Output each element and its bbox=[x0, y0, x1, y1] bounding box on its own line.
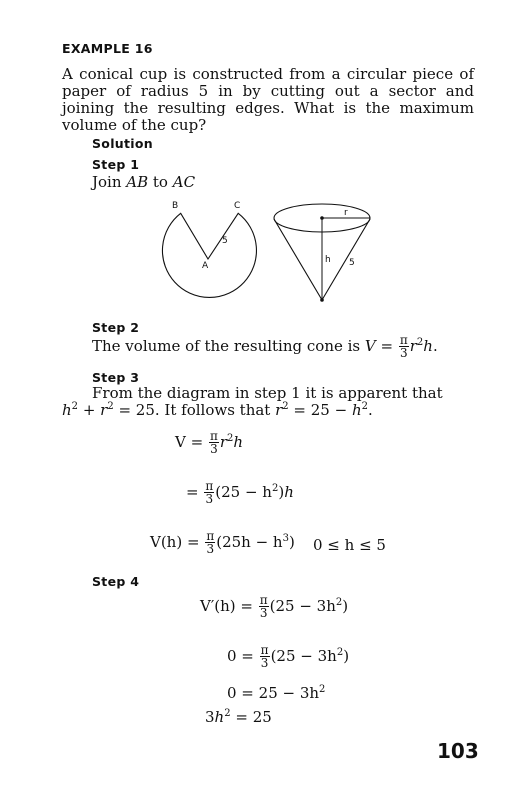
eq-subst-tail: (25 − h bbox=[215, 483, 272, 501]
label-b: B bbox=[172, 201, 179, 211]
eq-final-tail: = 25 bbox=[230, 708, 272, 726]
page-number: 103 bbox=[437, 739, 479, 763]
eq-vh-tail: (25h − h bbox=[216, 533, 283, 551]
step2-text: The volume of the resulting cone is V = $\frac{\pi}{3}$ $r^2h$. bbox=[92, 333, 438, 360]
cone-left-edge bbox=[274, 219, 322, 300]
example-heading: EXAMPLE 16 bbox=[62, 41, 153, 56]
equation-final: $3h^2 = 25$ bbox=[205, 708, 272, 726]
eq-zero-lhs: 0 = bbox=[227, 647, 254, 665]
equation-volume-substituted: = $\frac{\pi}{3}$ $(25 - h^2)h$ bbox=[186, 479, 294, 506]
eq-simplified-text: 0 = 25 − 3h bbox=[227, 684, 320, 702]
segment-ac: AC bbox=[172, 173, 196, 191]
step3-line2: $h^2 + r^2 = 25$. It follows that $r^2 = 25 - h^2$. bbox=[62, 401, 373, 419]
label-slant-5: 5 bbox=[349, 258, 355, 268]
label-radius-5: 5 bbox=[222, 236, 228, 246]
step1-prefix: Join bbox=[92, 173, 127, 191]
solution-heading: Solution bbox=[92, 136, 153, 151]
cut-circle-shape bbox=[162, 213, 256, 297]
label-a: A bbox=[202, 261, 209, 271]
step1-mid: to bbox=[148, 173, 173, 191]
eq-vh-lhs: V(h) = bbox=[150, 533, 200, 551]
equation-domain: 0 ≤ h ≤ 5 bbox=[313, 536, 386, 554]
equation-derivative: V′(h) = $\frac{\pi}{3}$ $(25 - 3h^2)$ bbox=[200, 593, 349, 620]
cone-center-dot bbox=[320, 216, 324, 220]
step3-line2-end: = 25 − bbox=[288, 401, 352, 419]
eq-deriv-lhs: V′(h) = bbox=[200, 597, 253, 615]
equation-volume: V = $\frac{\pi}{3}$ $r^2h$ bbox=[175, 429, 244, 456]
label-r: r bbox=[344, 208, 348, 218]
step1-heading: Step 1 bbox=[92, 157, 140, 172]
label-c: C bbox=[234, 201, 241, 211]
problem-text: A conical cup is constructed from a circular piece of paper of radius 5 in by cutting out a sector and joining the resulting edges. What is the maximum volume of the cup? bbox=[62, 65, 474, 134]
step2-sentence: The volume of the resulting cone is bbox=[92, 337, 365, 355]
step3-heading: Step 3 bbox=[92, 370, 140, 385]
equation-simplified: $0 = 25 - 3h^2$ bbox=[227, 684, 326, 702]
eq-zero-inner: (25 − 3h bbox=[270, 647, 337, 665]
step3-line2-mid: = 25. It follows that bbox=[113, 401, 276, 419]
step4-heading: Step 4 bbox=[92, 574, 140, 589]
label-h: h bbox=[325, 255, 331, 265]
equation-v-of-h: V(h) = $\frac{\pi}{3}$ $(25h - h^3)$ bbox=[150, 529, 295, 556]
eq-v-lhs: V = bbox=[175, 433, 204, 451]
eq-deriv-inner: (25 − 3h bbox=[269, 597, 336, 615]
step3-line1: From the diagram in step 1 it is apparent that bbox=[92, 384, 443, 402]
step2-heading: Step 2 bbox=[92, 320, 140, 335]
cone-apex-dot bbox=[320, 298, 324, 302]
segment-ab: AB bbox=[126, 173, 149, 191]
equation-derivative-zero: 0 = $\frac{\pi}{3}$ $(25 - 3h^2)$ bbox=[227, 643, 350, 670]
